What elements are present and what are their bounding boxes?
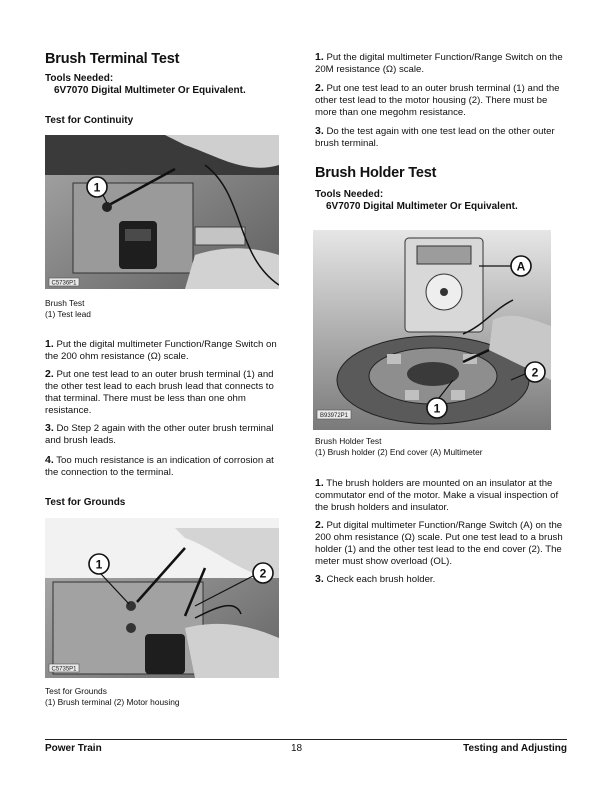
tools-needed-item: 6V7070 Digital Multimeter Or Equivalent. — [326, 201, 518, 212]
holder-step-2: 2. Put digital multimeter Function/Range Switch (A) on the 200 ohm resistance (Ω) scale. Put one test lead to a brush holder (1) and the other test lead to the end cover (2). The meter must show overload (OL). — [315, 519, 563, 567]
caption-line: (1) Brush terminal (2) Motor housing — [45, 696, 180, 707]
continuity-step-1: 1. Put the digital multimeter Function/Range Switch on the 200 ohm resistance (Ω) scale. — [45, 338, 277, 362]
brush-holder-test-caption — [315, 436, 483, 457]
tools-needed-heading: Tools Needed: — [45, 73, 114, 84]
grounds-step-2: 2. Put one test lead to an outer brush terminal (1) and the other test lead to the motor housing (2). There must be more than one megohm resistance. — [315, 82, 560, 118]
photo-code: B93972P1 — [319, 413, 349, 419]
tools-needed-item: 6V7070 Digital Multimeter Or Equivalent. — [54, 85, 246, 96]
section-title-brush-terminal-test: Brush Terminal Test — [45, 51, 180, 67]
grounds-heading: Test for Grounds — [45, 497, 126, 508]
holder-step-3: 3. Check each brush holder. — [315, 573, 436, 585]
caption-line: Test for Grounds — [45, 686, 107, 696]
callout-2-text: 2 — [259, 566, 267, 581]
test-for-grounds-caption — [45, 686, 180, 707]
callout-2-text: 2 — [531, 365, 539, 380]
section-title-brush-holder-test: Brush Holder Test — [315, 165, 437, 181]
continuity-heading: Test for Continuity — [45, 115, 134, 126]
callout-1-text: 1 — [95, 557, 103, 572]
callout-1-text: 1 — [93, 180, 101, 195]
brush-holder-test-photo — [313, 230, 551, 430]
page-number: 18 — [291, 743, 303, 754]
continuity-step-4: 4. Too much resistance is an indication of corrosion at the connection to the terminal. — [45, 454, 274, 478]
photo-code: C5735P1 — [51, 666, 77, 673]
callout-a-text: A — [516, 259, 526, 274]
continuity-step-3: 3. Do Step 2 again with the other outer brush terminal and brush leads. — [45, 422, 274, 446]
caption-line: (1) Test lead — [45, 308, 91, 319]
grounds-step-3: 3. Do the test again with one test lead on the other outer brush terminal. — [315, 125, 555, 149]
continuity-step-2: 2. Put one test lead to an outer brush terminal (1) and the other test lead to each brush lead that connects to that terminal. There must be less than one ohm resistance. — [45, 368, 274, 416]
tools-needed-heading: Tools Needed: — [315, 189, 384, 200]
footer-right: Testing and Adjusting — [463, 743, 567, 754]
footer-rule — [45, 739, 567, 740]
photo-code: C5736P1 — [51, 280, 77, 287]
caption-line: Brush Holder Test — [315, 436, 382, 446]
test-for-grounds-photo — [45, 518, 279, 678]
grounds-step-1: 1. Put the digital multimeter Function/Range Switch on the 20M resistance (Ω) scale. — [315, 51, 563, 75]
brush-test-caption — [45, 298, 91, 319]
holder-step-1: 1. The brush holders are mounted on an insulator at the commutator end of the motor. Make a visual inspection of the brush holders and insulator. — [315, 477, 559, 513]
brush-test-photo — [45, 135, 279, 289]
footer-left: Power Train — [45, 743, 102, 754]
caption-line: Brush Test — [45, 298, 85, 308]
caption-line: (1) Brush holder (2) End cover (A) Multimeter — [315, 446, 483, 457]
callout-1-text: 1 — [433, 401, 441, 416]
